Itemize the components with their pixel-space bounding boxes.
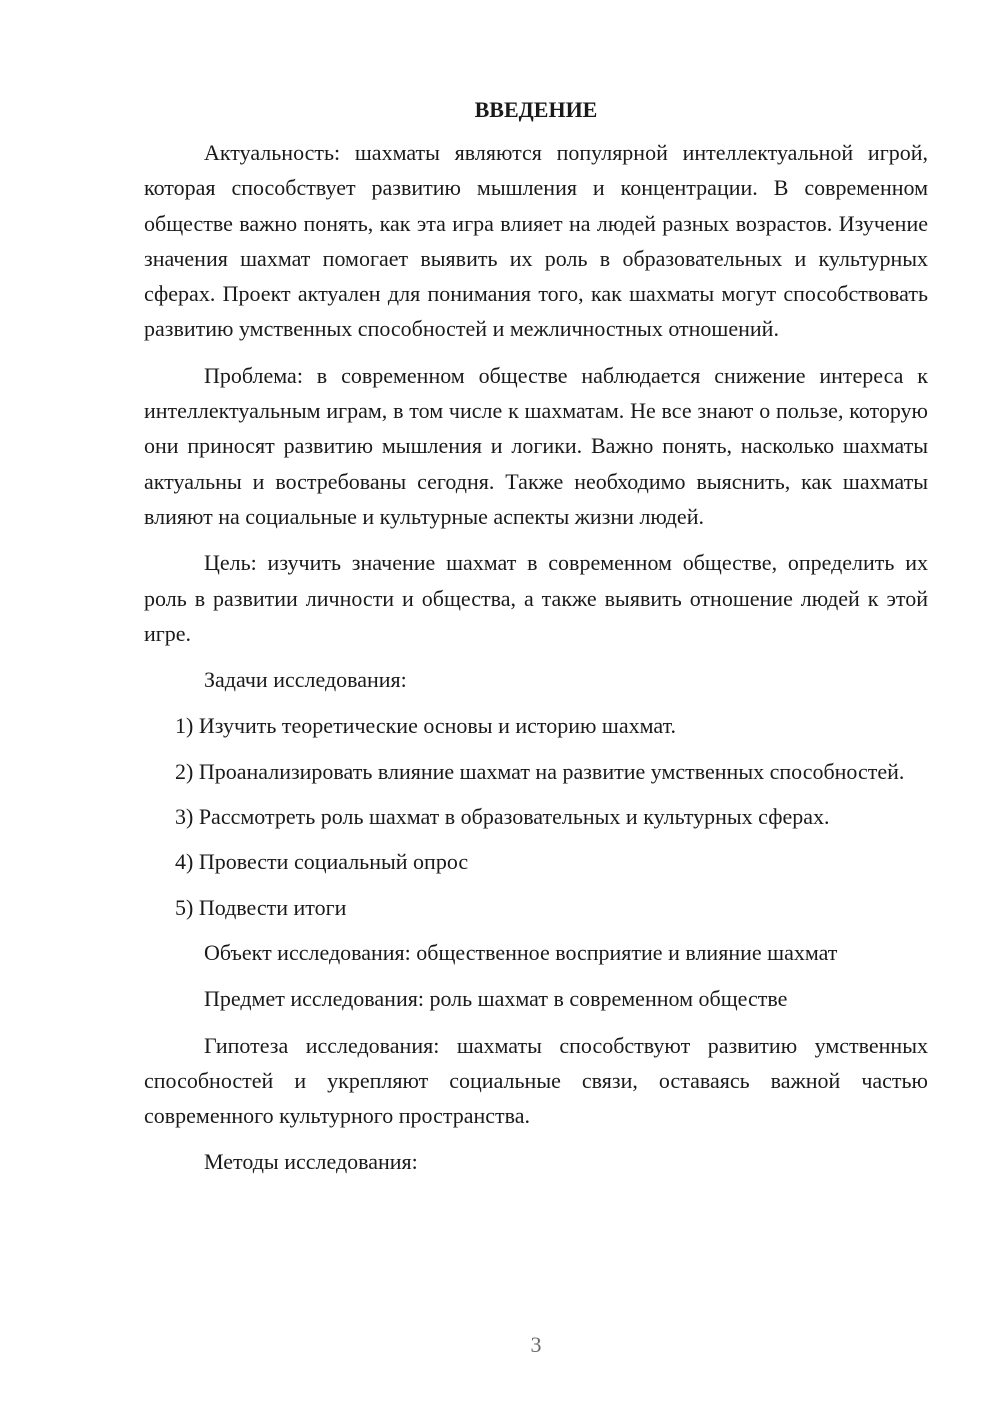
paragraph-problem: Проблема: в современном обществе наблюдается снижение интереса к интеллектуальным играм, в том числе к шахматам. Не все знают о пользе, которую они приносят развитию мышления и логики. Важно понять, насколько шахматы актуальны и востребованы сегодня. Также необходимо выяснить, как шахматы влияют на социальные и культурные аспекты жизни людей.	[144, 362, 928, 529]
research-subject: Предмет исследования: роль шахмат в современном обществе	[204, 986, 788, 1012]
page-number: 3	[530, 1332, 542, 1357]
task-item: 1) Изучить теоретические основы и историю шахмат.	[175, 713, 677, 739]
task-item: 5) Подвести итоги	[175, 894, 347, 920]
document-page	[144, 92, 928, 1191]
task-item: 2) Проанализировать влияние шахмат на развитие умственных способностей.	[175, 758, 905, 784]
section-title: ВВЕДЕНИЕ	[474, 97, 598, 122]
research-object: Объект исследования: общественное восприятие и влияние шахмат	[204, 939, 838, 965]
paragraph-relevance: Актуальность: шахматы являются популярной интеллектуальной игрой, которая способствует развитию мышления и концентрации. В современном обществе важно понять, как эта игра влияет на людей разных возрастов. Изучение значения шахмат помогает выявить их роль в образовательных и культурных сферах. Проект актуален для понимания того, как шахматы могут способствовать развитию умственных способностей и межличностных отношений.	[144, 140, 928, 342]
tasks-heading: Задачи исследования:	[204, 667, 407, 693]
research-hypothesis: Гипотеза исследования: шахматы способствуют развитию умственных способностей и укрепляют социальные связи, оставаясь важной частью современного культурного пространства.	[144, 1032, 928, 1129]
paragraph-goal: Цель: изучить значение шахмат в современном обществе, определить их роль в развитии личности и общества, а также выявить отношение людей к этой игре.	[144, 550, 928, 646]
task-item: 4) Провести социальный опрос	[175, 849, 469, 875]
task-item: 3) Рассмотреть роль шахмат в образовательных и культурных сферах.	[175, 804, 830, 830]
research-methods: Методы исследования:	[204, 1149, 418, 1175]
